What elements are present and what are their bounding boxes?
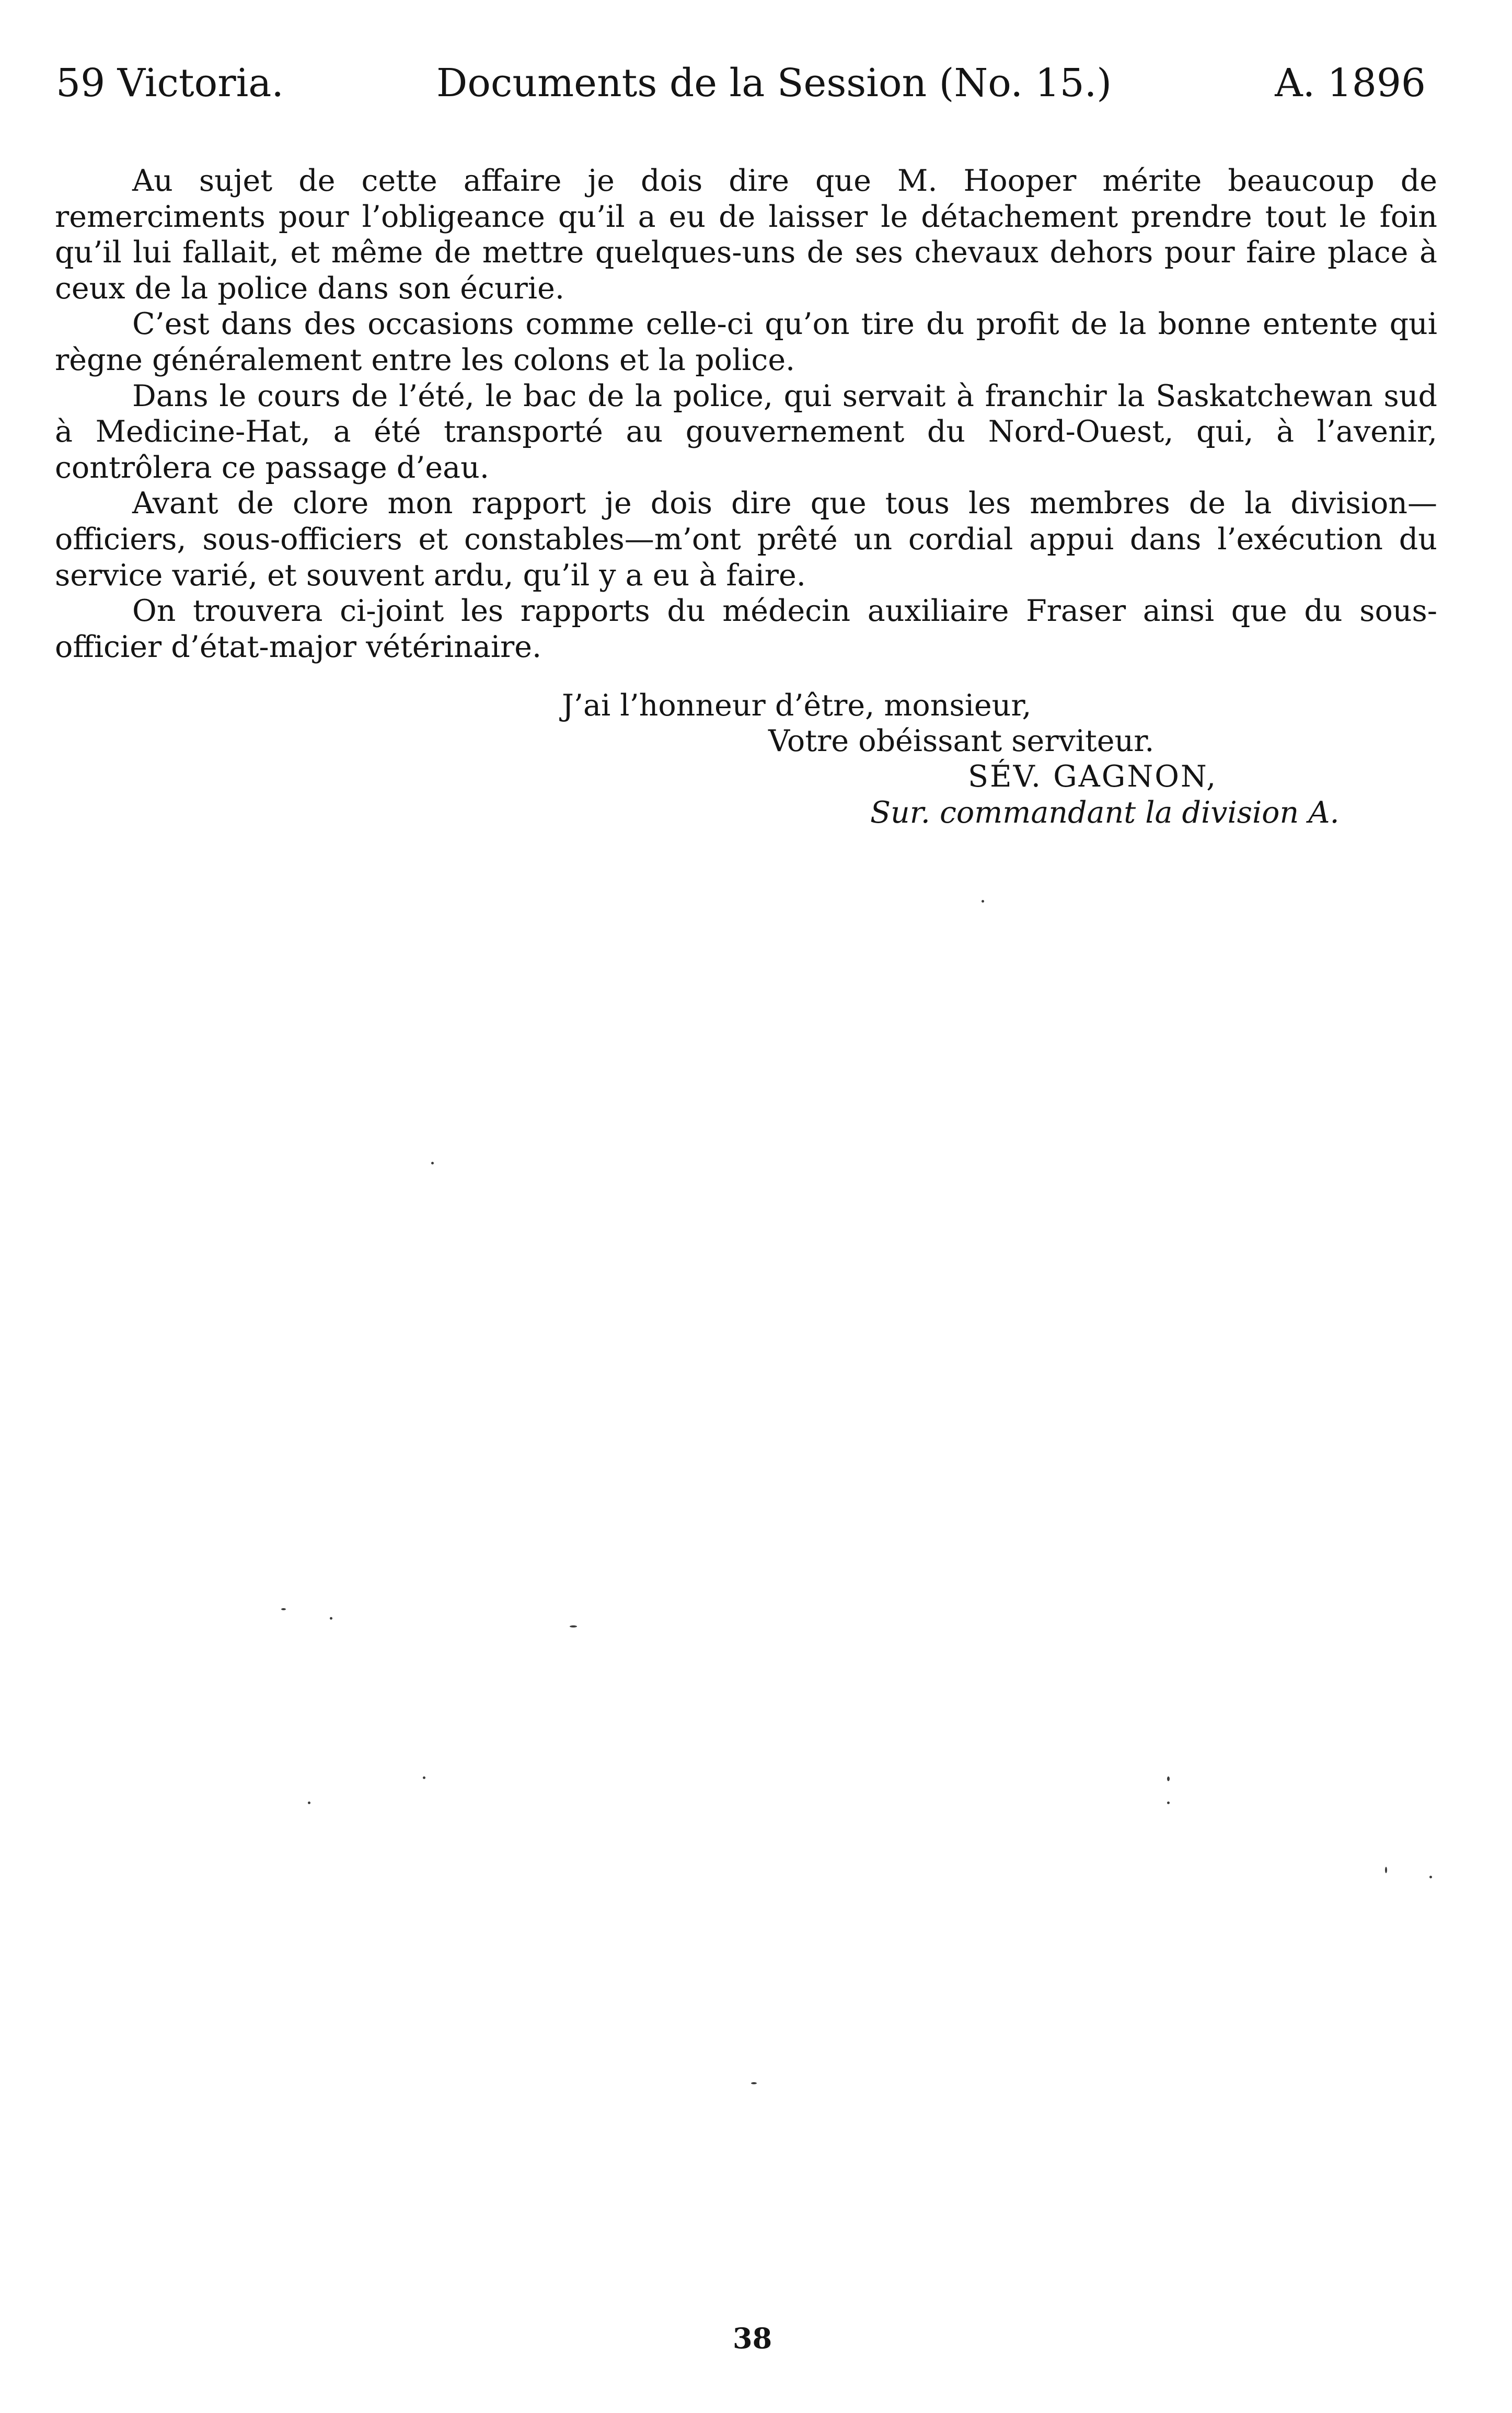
paragraph-hooper: Au sujet de cette affaire je dois dire que M. Hooper mérite beaucoup de remerciments pour l’obligeance qu’il a eu de laisser le détachement prendre tout le foin qu’il lui fallait, et même de mettre quelques-uns de ses chevaux dehors pour faire place à ceux de la police dans son écurie. [55,164,1437,306]
scan-speck [1385,1867,1387,1873]
scan-speck [1167,1802,1170,1804]
scan-speck [751,2082,757,2084]
paragraph-membres: Avant de clore mon rapport je dois dire que tous les membres de la division—officiers, sous-officiers et constables—m’ont prêté un cordial appui dans l’exécution du service varié, et souvent ardu, qu’il y a eu à faire. [55,486,1437,593]
closing-salutation: J’ai l’honneur d’être, monsieur, [562,688,1032,723]
header-document-title: Documents de la Session (No. 15.) [436,61,1112,106]
scan-speck [1167,1776,1170,1781]
scan-speck [281,1608,286,1610]
scan-speck [330,1617,332,1620]
paragraph-entente: C’est dans des occasions comme celle-ci qu’on tire du profit de la bonne entente qui règne généralement entre les colons et la police. [55,307,1437,377]
page-number: 38 [733,2322,772,2355]
header-publication-year: A. 1896 [1275,61,1426,106]
signature-name: SÉV. GAGNON, [968,759,1218,794]
paragraph-rapports: On trouvera ci-joint les rapports du médecin auxiliaire Fraser ainsi que du sous-officier d’état-major vétérinaire. [55,594,1437,664]
scan-speck [982,900,984,903]
scan-speck [423,1776,425,1779]
page-header [0,54,1512,112]
signature-title: Sur. commandant la division A. [870,795,1340,830]
closing-complimentary: Votre obéissant serviteur. [768,724,1155,758]
scan-speck [1429,1876,1432,1878]
header-session-year: 59 Victoria. [56,61,284,106]
scan-speck [431,1162,434,1164]
report-body [55,163,1437,665]
scan-speck [308,1802,310,1804]
scan-speck [570,1625,577,1627]
paragraph-bac: Dans le cours de l’été, le bac de la police, qui servait à franchir la Saskatchewan sud à Medicine-Hat, a été transporté au gouvernement du Nord-Ouest, qui, à l’avenir, contrôlera ce passage d’eau. [55,378,1437,485]
